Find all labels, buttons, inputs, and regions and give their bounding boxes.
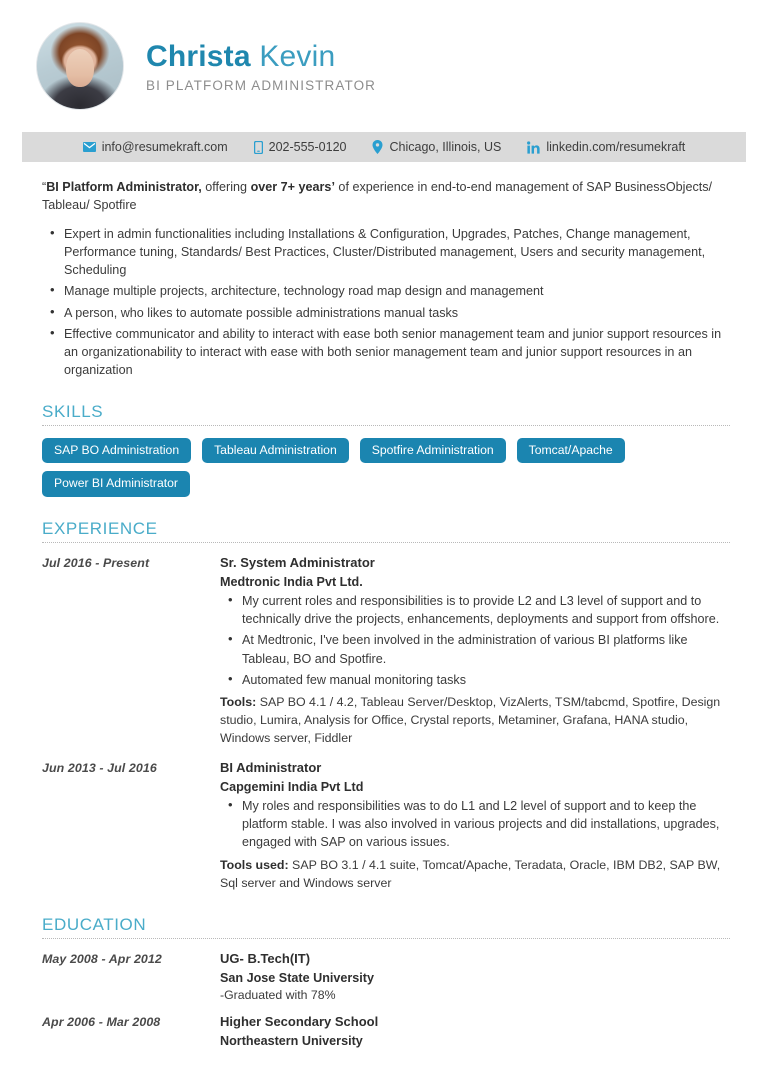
entry-tools (220, 694, 730, 748)
contact-bar (22, 132, 746, 162)
skill-badge[interactable]: SAP BO Administration (42, 438, 191, 464)
entry-school: Northeastern University (220, 1033, 363, 1048)
first-name: Christa (146, 40, 251, 74)
entry-bullet-list (220, 592, 730, 689)
summary-bold-role: BI Platform Administrator, (46, 180, 202, 194)
phone-icon (254, 141, 263, 154)
skill-badge[interactable]: Tableau Administration (202, 438, 349, 464)
resume-content (0, 162, 768, 1051)
skill-badge[interactable]: Power BI Administrator (42, 471, 190, 497)
skills-section (42, 402, 730, 497)
contact-email[interactable] (83, 140, 228, 154)
summary-bullet-list (42, 225, 730, 380)
summary-mid: offering (201, 180, 251, 194)
last-name: Kevin (259, 40, 336, 74)
list-item: • My current roles and responsibilities is to provide L2 and L3 level of support and to technically drive the projects, enhancements, deployments and support from offshore. (242, 592, 730, 629)
entry-date: Apr 2006 - Mar 2008 (42, 1014, 161, 1029)
contact-location-text: Chicago, Illinois, US (389, 140, 502, 154)
education-section (42, 915, 730, 1051)
education-entry (42, 951, 730, 1002)
profile-photo-image (37, 23, 123, 109)
entry-role: Sr. System Administrator (220, 554, 375, 570)
list-item: • At Medtronic, I've been involved in the administration of various BI platforms like Tableau, BO and Spotfire. (242, 631, 730, 668)
entry-body (220, 555, 730, 748)
experience-entry (42, 760, 730, 893)
section-divider (42, 542, 730, 543)
entry-org: Capgemini India Pvt Ltd (220, 779, 364, 794)
summary-tail: of experience in end-to-end management of SAP BusinessObjects/ Tableau/ Spotfire (42, 180, 713, 213)
entry-tools-text: SAP BO 4.1 / 4.2, Tableau Server/Desktop, VizAlerts, TSM/tabcmd, Spotfire, Design studio, Lumira, Analysis for Office, Crystal reports, Metaminer, Grafana, HANA studio, Windows server, Fiddler (220, 695, 721, 745)
contact-location[interactable] (372, 140, 501, 154)
contact-phone[interactable] (254, 140, 347, 154)
experience-heading: EXPERIENCE (42, 518, 158, 538)
list-item: • Manage multiple projects, architecture, technology road map design and management (64, 282, 730, 300)
entry-degree: UG- B.Tech(IT) (220, 950, 311, 966)
entry-org: Medtronic India Pvt Ltd. (220, 574, 363, 589)
education-entry (42, 1014, 730, 1051)
entry-role: BI Administrator (220, 759, 322, 775)
list-item: • A person, who likes to automate possible administrations manual tasks (64, 304, 730, 322)
skill-badge[interactable]: Spotfire Administration (360, 438, 506, 464)
page-title (146, 41, 376, 73)
summary-quote-open: “ (42, 180, 47, 194)
contact-phone-text: 202-555-0120 (268, 140, 347, 154)
entry-tools-label: Tools: (220, 695, 257, 710)
name-block (146, 39, 376, 92)
entry-date: Jul 2016 - Present (42, 555, 150, 570)
skills-heading: SKILLS (42, 401, 104, 421)
resume-header (0, 0, 768, 128)
list-item: • Automated few manual monitoring tasks (242, 671, 730, 689)
entry-body (220, 760, 730, 893)
list-item: • Expert in admin functionalities including Installations & Configuration, Upgrades, Patches, Change management, Performance tuning, Standards/ Best Practices, Cluster/Distributed management, Users and security management, Scheduling (64, 225, 730, 280)
summary-bold-years: over 7+ years’ (250, 180, 335, 194)
entry-bullet-list (220, 797, 730, 852)
experience-entry (42, 555, 730, 748)
entry-tools-text: SAP BO 3.1 / 4.1 suite, Tomcat/Apache, Teradata, Oracle, IBM DB2, SAP BW, Sql server and Windows server (220, 857, 721, 890)
avatar (36, 22, 124, 110)
entry-body (220, 1014, 730, 1051)
entry-degree: Higher Secondary School (220, 1013, 379, 1029)
entry-body (220, 951, 730, 1002)
location-pin-icon (372, 140, 383, 154)
contact-email-text: info@resumekraft.com (101, 140, 228, 154)
experience-section (42, 519, 730, 893)
section-divider (42, 938, 730, 939)
envelope-icon (83, 142, 96, 152)
contact-linkedin-text: linkedin.com/resumekraft (546, 140, 686, 154)
list-item: • My roles and responsibilities was to do L1 and L2 level of support and to keep the platform stable. I was also involved in various projects and did installations, upgrades, engaged with SAP on various issues. (242, 797, 730, 852)
skills-list (42, 438, 730, 497)
list-item: • Effective communicator and ability to interact with ease both senior management team and junior support resources in an organizationability to interact with ease with both senior management team and junior support resources in an organization (64, 325, 730, 380)
entry-note: -Graduated with 78% (220, 987, 336, 1002)
job-title: BI PLATFORM ADMINISTRATOR (146, 77, 377, 93)
contact-linkedin[interactable] (527, 140, 685, 154)
entry-tools-label: Tools used: (220, 857, 289, 872)
section-divider (42, 425, 730, 426)
entry-school: San Jose State University (220, 970, 374, 985)
linkedin-icon (527, 141, 540, 154)
entry-date: May 2008 - Apr 2012 (42, 951, 162, 966)
education-heading: EDUCATION (42, 914, 147, 934)
entry-tools (220, 857, 730, 893)
entry-date: Jun 2013 - Jul 2016 (42, 760, 157, 775)
skill-badge[interactable]: Tomcat/Apache (517, 438, 625, 464)
summary-lead (42, 178, 730, 215)
